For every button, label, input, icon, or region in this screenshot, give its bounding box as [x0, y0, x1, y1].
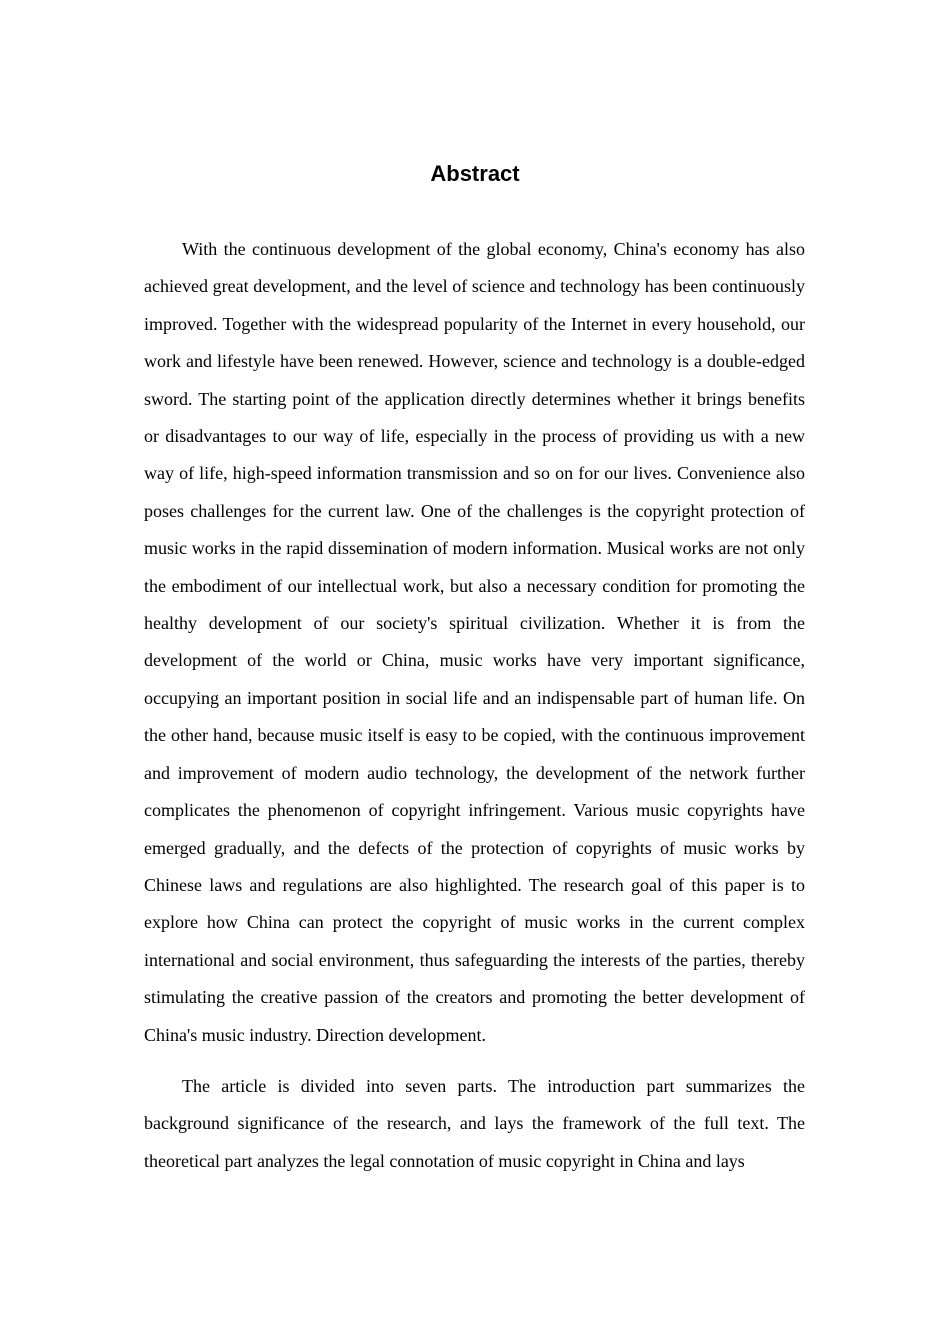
abstract-paragraph-1: With the continuous development of the global economy, China's economy has also achieved great development, and the level of science and technology has been continuously improved. Together with the widespread popularity of the Internet in every household, our work and lifestyle have been renewed. However, science and technology is a double-edged sword. The starting point of the application directly determines whether it brings benefits or disadvantages to our way of life, especially in the process of providing us with a new way of life, high-speed information transmission and so on for our lives. Convenience also poses challenges for the current law. One of the challenges is the copyright protection of music works in the rapid dissemination of modern information. Musical works are not only the embodiment of our intellectual work, but also a necessary condition for promoting the healthy development of our society's spiritual civilization. Whether it is from the development of the world or China, music works have very important significance, occupying an important position in social life and an indispensable part of human life. On the other hand, because music itself is easy to be copied, with the continuous improvement and improvement of modern audio technology, the development of the network further complicates the phenomenon of copyright infringement. Various music copyrights have emerged gradually, and the defects of the protection of copyrights of music works by Chinese laws and regulations are also highlighted. The research goal of this paper is to explore how China can protect the copyright of music works in the current complex international and social environment, thus safeguarding the interests of the parties, thereby stimulating the creative passion of the creators and promoting the better development of China's music industry. Direction development. — [144, 239, 805, 1045]
page-title: Abstract — [430, 161, 520, 186]
abstract-paragraph-2: The article is divided into seven parts. The introduction part summarizes the background significance of the research, and lays the framework of the full text. The theoretical part analyzes the legal connotation of music copyright in China and lays — [144, 1075, 805, 1171]
abstract-body — [144, 231, 805, 1194]
